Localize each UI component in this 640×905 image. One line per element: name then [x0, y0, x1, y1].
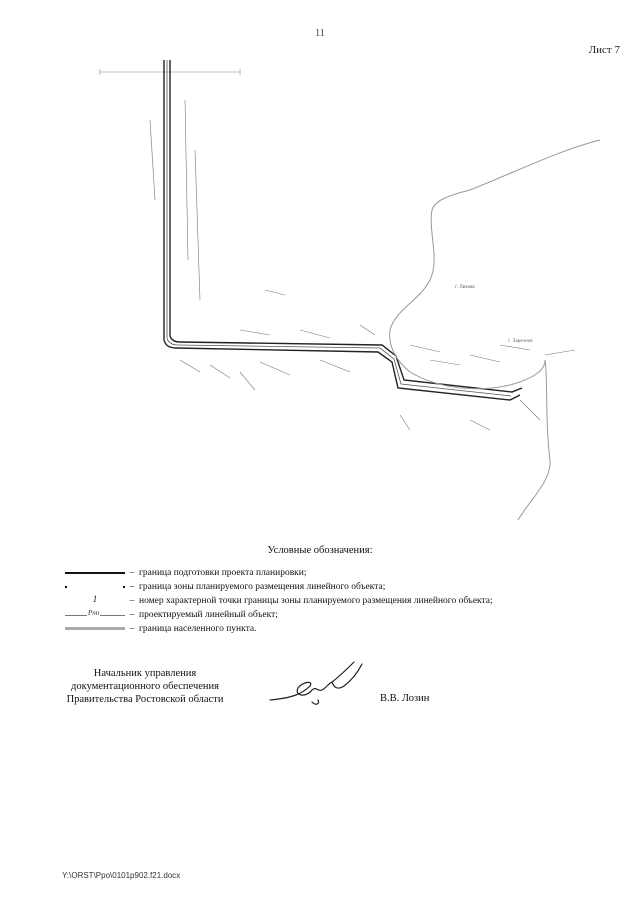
legend-text: номер характерной точки границы зоны планируемого размещения линейного объекта; [139, 596, 493, 606]
planning-boundary-lines [164, 60, 522, 400]
signer-name: В.В. Лозин [380, 693, 430, 704]
signer-position [60, 667, 230, 706]
solid-line-symbol [65, 566, 125, 580]
linear-object-axis [167, 60, 511, 396]
page-number: 11 [315, 28, 325, 39]
file-path: Y:\ORST\Ppo\0101p902.f21.docx [62, 871, 181, 880]
legend-item-zone-boundary [65, 580, 585, 594]
sheet-label: Лист 7 [588, 44, 620, 56]
legend-item-point-number [65, 594, 585, 608]
point-number-symbol [65, 594, 125, 608]
legend-text: граница населенного пункта. [139, 624, 257, 634]
legend-item-planning-boundary [65, 566, 585, 580]
signer-position-line: Начальник управления [93, 668, 197, 679]
legend [65, 566, 585, 636]
legend-text: граница зоны планируемого размещения линейного объекта; [139, 582, 386, 592]
dotted-line-symbol [65, 580, 125, 594]
handwritten-signature [262, 658, 372, 713]
legend-item-settlement-boundary [65, 622, 585, 636]
legend-title: Условные обозначения: [267, 545, 373, 556]
legend-dash: – [129, 624, 135, 634]
map-labels [455, 284, 533, 343]
projected-line-symbol [65, 608, 125, 622]
signer-position-line: документационного обеспечения [71, 681, 219, 692]
legend-dash: – [129, 568, 135, 578]
map-detail-ticks [150, 100, 575, 430]
settlement-label: г. Заречное [508, 338, 533, 343]
legend-dash: – [129, 596, 135, 606]
point-number-sample: 1 [92, 594, 98, 604]
legend-dash: – [129, 610, 135, 620]
projected-line-sample: Рпп [88, 609, 100, 617]
signer-position-line: Правительства Ростовской области [66, 694, 224, 705]
grey-line-symbol [65, 622, 125, 636]
legend-text: проектируемый линейный объект; [139, 610, 278, 620]
legend-item-linear-object [65, 608, 585, 622]
settlement-boundary [390, 140, 600, 520]
settlement-label: г. Лихово [455, 284, 475, 289]
legend-dash: – [129, 582, 135, 592]
legend-text: граница подготовки проекта планировки; [139, 568, 307, 578]
